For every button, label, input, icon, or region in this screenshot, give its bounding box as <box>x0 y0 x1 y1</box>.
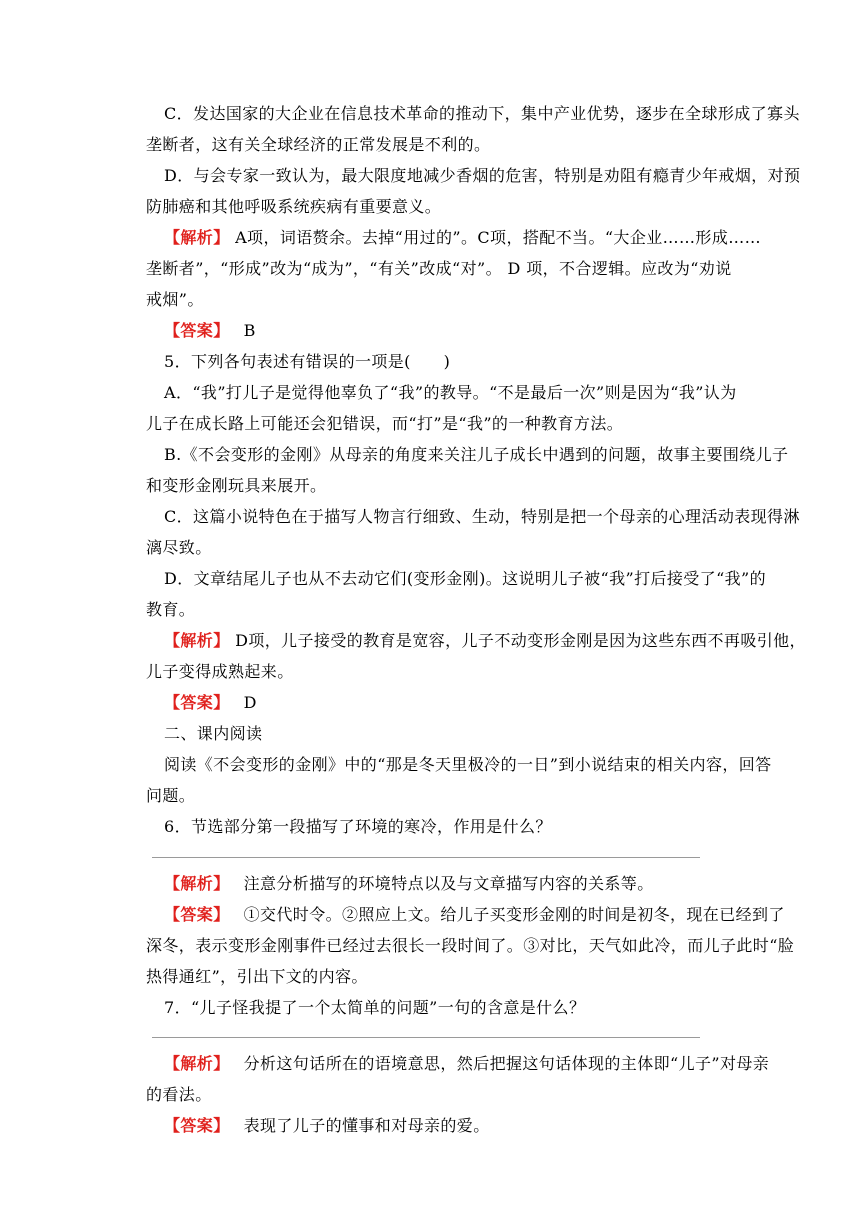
q6-stem: 6．节选部分第一段描写了环境的寒冷，作用是什么？ <box>164 817 552 836</box>
option-c-line-2: 垄断者，这有关全球经济的正常发展是不利的。 <box>146 135 491 154</box>
q7-analysis-line-2: 的看法。 <box>146 1085 212 1104</box>
option-d-line-2: 防肺癌和其他呼吸系统疾病有重要意义。 <box>146 197 442 216</box>
analysis-tag: 【解析】 <box>164 1054 230 1073</box>
q5-analysis-line-2: 儿子变得成熟起来。 <box>146 662 294 681</box>
q5-a-line-1: A．“我”打儿子是觉得他辜负了“我”的教导。“不是最后一次”则是因为“我”认为 <box>164 383 737 402</box>
q5-c-line-2: 漓尽致。 <box>146 538 212 557</box>
q7-answer-line <box>164 1116 490 1136</box>
q7-answer-text: 表现了儿子的懂事和对母亲的爱。 <box>243 1116 490 1135</box>
analysis-tag: 【解析】 <box>164 631 230 650</box>
q5-analysis-text-1: D项，儿子接受的教育是宽容，儿子不动变形金刚是因为这些东西不再吸引他， <box>229 631 806 650</box>
option-d-line-1: D．与会专家一致认为，最大限度地减少香烟的危害，特别是劝阻有瘾青少年戒烟，对预 <box>164 166 801 185</box>
answer-tag: 【答案】 <box>164 905 230 924</box>
analysis-tag: 【解析】 <box>164 874 230 893</box>
q6-answer-text-1: ①交代时令。②照应上文。给儿子买变形金刚的时间是初冬，现在已经到了 <box>243 905 785 924</box>
q5-d-line-1: D．文章结尾儿子也从不去动它们(变形金刚)。这说明儿子被“我”打后接受了“我”的 <box>164 569 767 588</box>
q6-analysis-text: 注意分析描写的环境特点以及与文章描写内容的关系等。 <box>243 874 654 893</box>
answer-blank-line <box>152 857 700 858</box>
q5-a-line-2: 儿子在成长路上可能还会犯错误，而“打”是“我”的一种教育方法。 <box>146 414 624 433</box>
q6-answer-line-1 <box>164 905 785 925</box>
q6-answer-line-2: 深冬，表示变形金刚事件已经过去很长一段时间了。③对比，天气如此冷，而儿子此时“脸 <box>146 936 795 955</box>
q5-answer-line <box>164 693 257 713</box>
reading-intro-line-2: 问题。 <box>146 786 196 805</box>
q5-answer-text: D <box>243 693 257 712</box>
reading-intro-line-1: 阅读《不会变形的金刚》中的“那是冬天里极冷的一日”到小说结束的相关内容，回答 <box>164 755 772 774</box>
q5-b-line-1: B.《不会变形的金刚》从母亲的角度来关注儿子成长中遇到的问题，故事主要围绕儿子 <box>164 445 789 464</box>
answer-tag: 【答案】 <box>164 321 230 340</box>
q6-analysis-line <box>164 874 654 894</box>
q5-d-line-2: 教育。 <box>146 600 196 619</box>
q4-analysis-text-1: A项，词语赘余。去掉“用过的”。C项，搭配不当。“大企业……形成…… <box>229 228 762 247</box>
section-heading: 二、课内阅读 <box>164 724 263 743</box>
q4-analysis-line-3: 戒烟”。 <box>146 290 204 309</box>
q7-analysis-line-1 <box>164 1054 769 1074</box>
q6-answer-line-3: 热得通红”，引出下文的内容。 <box>146 967 368 986</box>
answer-tag: 【答案】 <box>164 693 230 712</box>
answer-blank-line <box>152 1037 700 1038</box>
option-c-line-1: C．发达国家的大企业在信息技术革命的推动下，集中产业优势，逐步在全球形成了寡头 <box>164 104 800 123</box>
q4-analysis-line-2: 垄断者”，“形成”改为“成为”，“有关”改成“对”。 D 项，不合逻辑。应改为“劝说 <box>146 259 732 278</box>
q5-b-line-2: 和变形金刚玩具来展开。 <box>146 476 327 495</box>
q4-answer-text: B <box>243 321 256 340</box>
q5-analysis-line-1 <box>164 631 806 651</box>
q7-analysis-text-1: 分析这句话所在的语境意思，然后把握这句话体现的主体即“儿子”对母亲 <box>243 1054 770 1073</box>
analysis-tag: 【解析】 <box>164 228 230 247</box>
q5-c-line-1: C．这篇小说特色在于描写人物言行细致、生动，特别是把一个母亲的心理活动表现得淋 <box>164 507 800 526</box>
q4-analysis-line-1 <box>164 228 761 248</box>
q7-stem: 7．“儿子怪我提了一个太简单的问题”一句的含意是什么？ <box>164 998 586 1017</box>
q5-stem: 5．下列各句表述有错误的一项是( ) <box>164 352 451 371</box>
q4-answer-line <box>164 321 256 341</box>
answer-tag: 【答案】 <box>164 1116 230 1135</box>
